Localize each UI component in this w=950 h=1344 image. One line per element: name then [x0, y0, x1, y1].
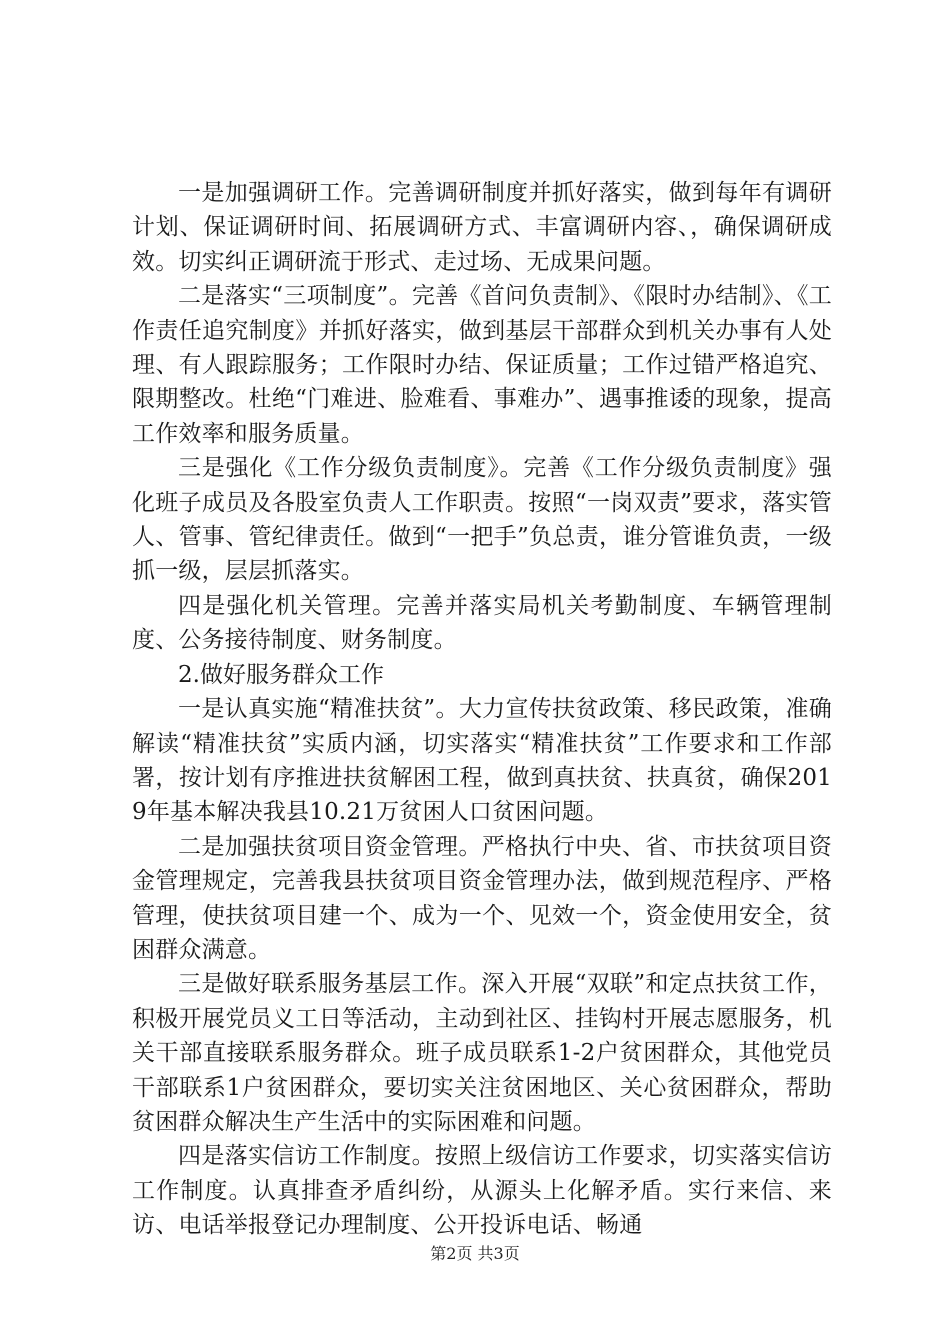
section-heading: 2.做好服务群众工作 — [178, 661, 384, 688]
paragraph-graded-responsibility: 三是强化《工作分级负责制度》。完善《工作分级负责制度》强化班子成员及各股室负责人工作职责。按照“一岗双责”要求，落实管人、管事、管纪律责任。做到“一把手”负总责，谁分管谁负责，一级抓一级，层层抓落实。 — [132, 455, 832, 585]
paragraph-fund-management: 二是加强扶贫项目资金管理。严格执行中央、省、市扶贫项目资金管理规定，完善我县扶贫项目资金管理办法，做到规范程序、严格管理，使扶贫项目建一个、成为一个、见效一个，资金使用安全，贫困群众满意。 — [132, 833, 832, 963]
paragraph-poverty-alleviation: 一是认真实施“精准扶贫”。大力宣传扶贫政策、移民政策，准确解读“精准扶贫”实质内涵，切实落实“精准扶贫”工作要求和工作部署，按计划有序推进扶贫解困工程，做到真扶贫、扶真贫，确保2019年基本解决我县10.21万贫困人口贫困问题。 — [132, 696, 832, 826]
paragraph-grassroots-service: 三是做好联系服务基层工作。深入开展“双联”和定点扶贫工作，积极开展党员义工日等活动，主动到社区、挂钩村开展志愿服务，机关干部直接联系服务群众。班子成员联系1-2户贫困群众，其他党员干部联系1户贫困群众，要切实关注贫困地区、关心贫困群众，帮助贫困群众解决生产生活中的实际困难和问题。 — [132, 971, 832, 1135]
paragraph-office-management: 四是强化机关管理。完善并落实局机关考勤制度、车辆管理制度、公务接待制度、财务制度。 — [132, 592, 832, 654]
paragraph-petition-system: 四是落实信访工作制度。按照上级信访工作要求，切实落实信访工作制度。认真排查矛盾纠纷，从源头上化解矛盾。实行来信、来访、电话举报登记办理制度、公开投诉电话、畅通 — [132, 1143, 832, 1239]
paragraph-research: 一是加强调研工作。完善调研制度并抓好落实，做到每年有调研计划、保证调研时间、拓展调研方式、丰富调研内容、，确保调研成效。切实纠正调研流于形式、走过场、无成果问题。 — [132, 180, 832, 275]
paragraph-three-systems: 二是落实“三项制度”。完善《首问负责制》、《限时办结制》、《工作责任追究制度》并抓好落实，做到基层干部群众到机关办事有人处理、有人跟踪服务；工作限时办结、保证质量；工作过错严格追究、限期整改。杜绝“门难进、脸难看、事难办”、遇事推诿的现象，提高工作效率和服务质量。 — [132, 283, 832, 447]
document-body — [132, 176, 832, 1243]
page-footer: 第2页 共3页 — [430, 1244, 520, 1263]
